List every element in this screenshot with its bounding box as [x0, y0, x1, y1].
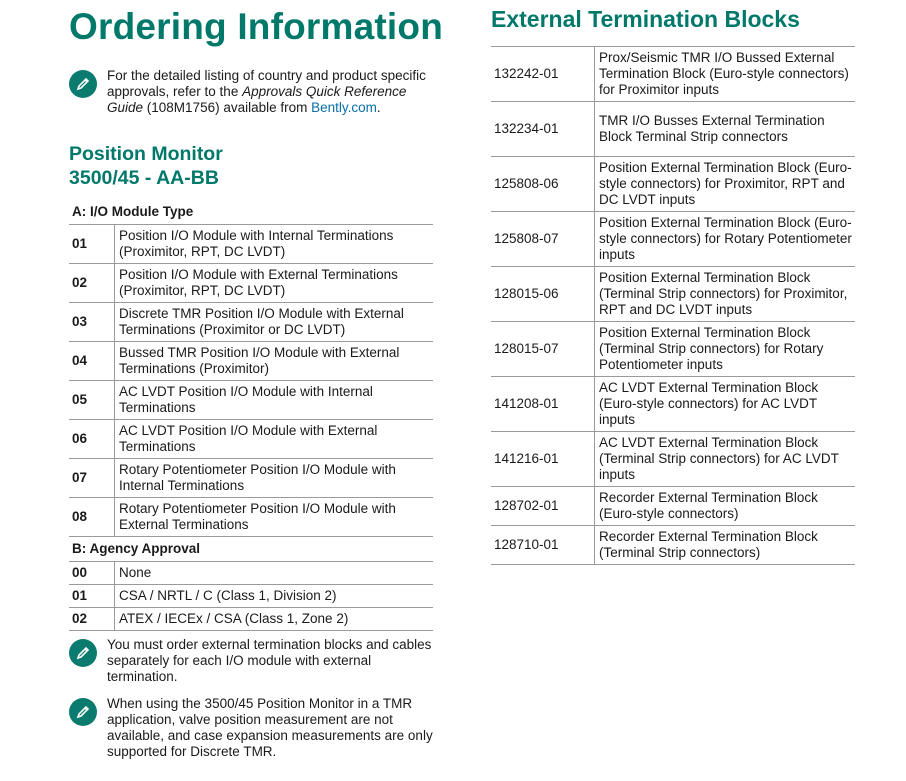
option-code: 03	[69, 303, 115, 342]
part-number: 141208-01	[491, 377, 595, 432]
part-description: Recorder External Termination Block (Euro-style connectors)	[595, 487, 856, 526]
pencil-note-icon	[69, 698, 97, 726]
table-row	[69, 562, 433, 585]
table-row	[491, 102, 855, 157]
option-code: 01	[69, 585, 115, 608]
part-description: Prox/Seismic TMR I/O Bussed External Termination Block (Euro-style connectors) for Proximitor inputs	[595, 47, 856, 102]
option-description: None	[115, 562, 434, 585]
table-row	[69, 608, 433, 631]
intro-note-text: For the detailed listing of country and product specific approvals, refer to the Approvals Quick Reference Guide (108M1756) available from Bently.com.	[107, 68, 426, 115]
option-description: Position I/O Module with External Terminations (Proximitor, RPT, DC LVDT)	[115, 264, 434, 303]
table-row	[491, 267, 855, 322]
table-row	[69, 498, 433, 537]
option-description: AC LVDT Position I/O Module with External Terminations	[115, 420, 434, 459]
part-number: 125808-06	[491, 157, 595, 212]
section-header	[69, 537, 433, 562]
option-description: Bussed TMR Position I/O Module with External Terminations (Proximitor)	[115, 342, 434, 381]
table-row	[69, 225, 433, 264]
option-description: Rotary Potentiometer Position I/O Module with External Terminations	[115, 498, 434, 537]
part-number: 128015-07	[491, 322, 595, 377]
part-description: TMR I/O Busses External Termination Block Terminal Strip connectors	[595, 102, 856, 157]
part-number: 132242-01	[491, 47, 595, 102]
part-description: Recorder External Termination Block (Terminal Strip connectors)	[595, 526, 856, 565]
table-row	[491, 322, 855, 377]
bently-link[interactable]: Bently.com	[311, 100, 377, 115]
table-row	[69, 585, 433, 608]
table-row	[491, 47, 855, 102]
product-model: 3500/45 - AA-BB	[69, 167, 219, 189]
table-row	[491, 157, 855, 212]
pencil-note-icon	[69, 70, 97, 98]
table-row	[491, 526, 855, 565]
section-header-label: B: Agency Approval	[69, 537, 433, 562]
option-code: 02	[69, 264, 115, 303]
table-row	[491, 377, 855, 432]
options-table	[69, 200, 433, 631]
table-row	[69, 342, 433, 381]
pencil-note-icon	[69, 639, 97, 667]
part-description: AC LVDT External Termination Block (Terminal Strip connectors) for AC LVDT inputs	[595, 432, 856, 487]
table-row	[69, 459, 433, 498]
part-number: 125808-07	[491, 212, 595, 267]
ext-title: External Termination Blocks	[491, 6, 800, 32]
part-description: AC LVDT External Termination Block (Euro-style connectors) for AC LVDT inputs	[595, 377, 856, 432]
option-description: AC LVDT Position I/O Module with Internal Terminations	[115, 381, 434, 420]
option-code: 07	[69, 459, 115, 498]
note-text: When using the 3500/45 Position Monitor in a TMR application, valve position measurement are not available, and case expansion measurements are only supported for Discrete TMR.	[107, 696, 433, 759]
part-number: 132234-01	[491, 102, 595, 157]
part-description: Position External Termination Block (Euro-style connectors) for Rotary Potentiometer inputs	[595, 212, 856, 267]
option-code: 01	[69, 225, 115, 264]
option-description: CSA / NRTL / C (Class 1, Division 2)	[115, 585, 434, 608]
page-title: Ordering Information	[69, 6, 443, 47]
option-code: 04	[69, 342, 115, 381]
note-tmr	[69, 696, 433, 760]
part-number: 141216-01	[491, 432, 595, 487]
table-row	[491, 487, 855, 526]
part-description: Position External Termination Block (Terminal Strip connectors) for Rotary Potentiometer inputs	[595, 322, 856, 377]
option-description: Position I/O Module with Internal Terminations (Proximitor, RPT, DC LVDT)	[115, 225, 434, 264]
option-code: 06	[69, 420, 115, 459]
option-description: Rotary Potentiometer Position I/O Module with Internal Terminations	[115, 459, 434, 498]
note-termination	[69, 637, 433, 685]
part-number: 128710-01	[491, 526, 595, 565]
part-number: 128702-01	[491, 487, 595, 526]
option-description: ATEX / IECEx / CSA (Class 1, Zone 2)	[115, 608, 434, 631]
section-header-label: A: I/O Module Type	[69, 200, 433, 225]
option-code: 08	[69, 498, 115, 537]
product-name: Position Monitor	[69, 143, 223, 165]
table-row	[69, 264, 433, 303]
option-code: 02	[69, 608, 115, 631]
part-description: Position External Termination Block (Euro-style connectors) for Proximitor, RPT and DC LVDT inputs	[595, 157, 856, 212]
table-row	[491, 432, 855, 487]
part-description: Position External Termination Block (Terminal Strip connectors) for Proximitor, RPT and DC LVDT inputs	[595, 267, 856, 322]
option-code: 00	[69, 562, 115, 585]
section-header	[69, 200, 433, 225]
table-row	[69, 420, 433, 459]
option-description: Discrete TMR Position I/O Module with External Terminations (Proximitor or DC LVDT)	[115, 303, 434, 342]
product-heading	[69, 142, 223, 190]
part-number: 128015-06	[491, 267, 595, 322]
table-row	[69, 381, 433, 420]
note-text: You must order external termination blocks and cables separately for each I/O module with external termination.	[107, 637, 432, 684]
table-row	[69, 303, 433, 342]
option-code: 05	[69, 381, 115, 420]
ext-termination-table	[491, 46, 855, 565]
intro-note	[69, 68, 433, 116]
table-row	[491, 212, 855, 267]
